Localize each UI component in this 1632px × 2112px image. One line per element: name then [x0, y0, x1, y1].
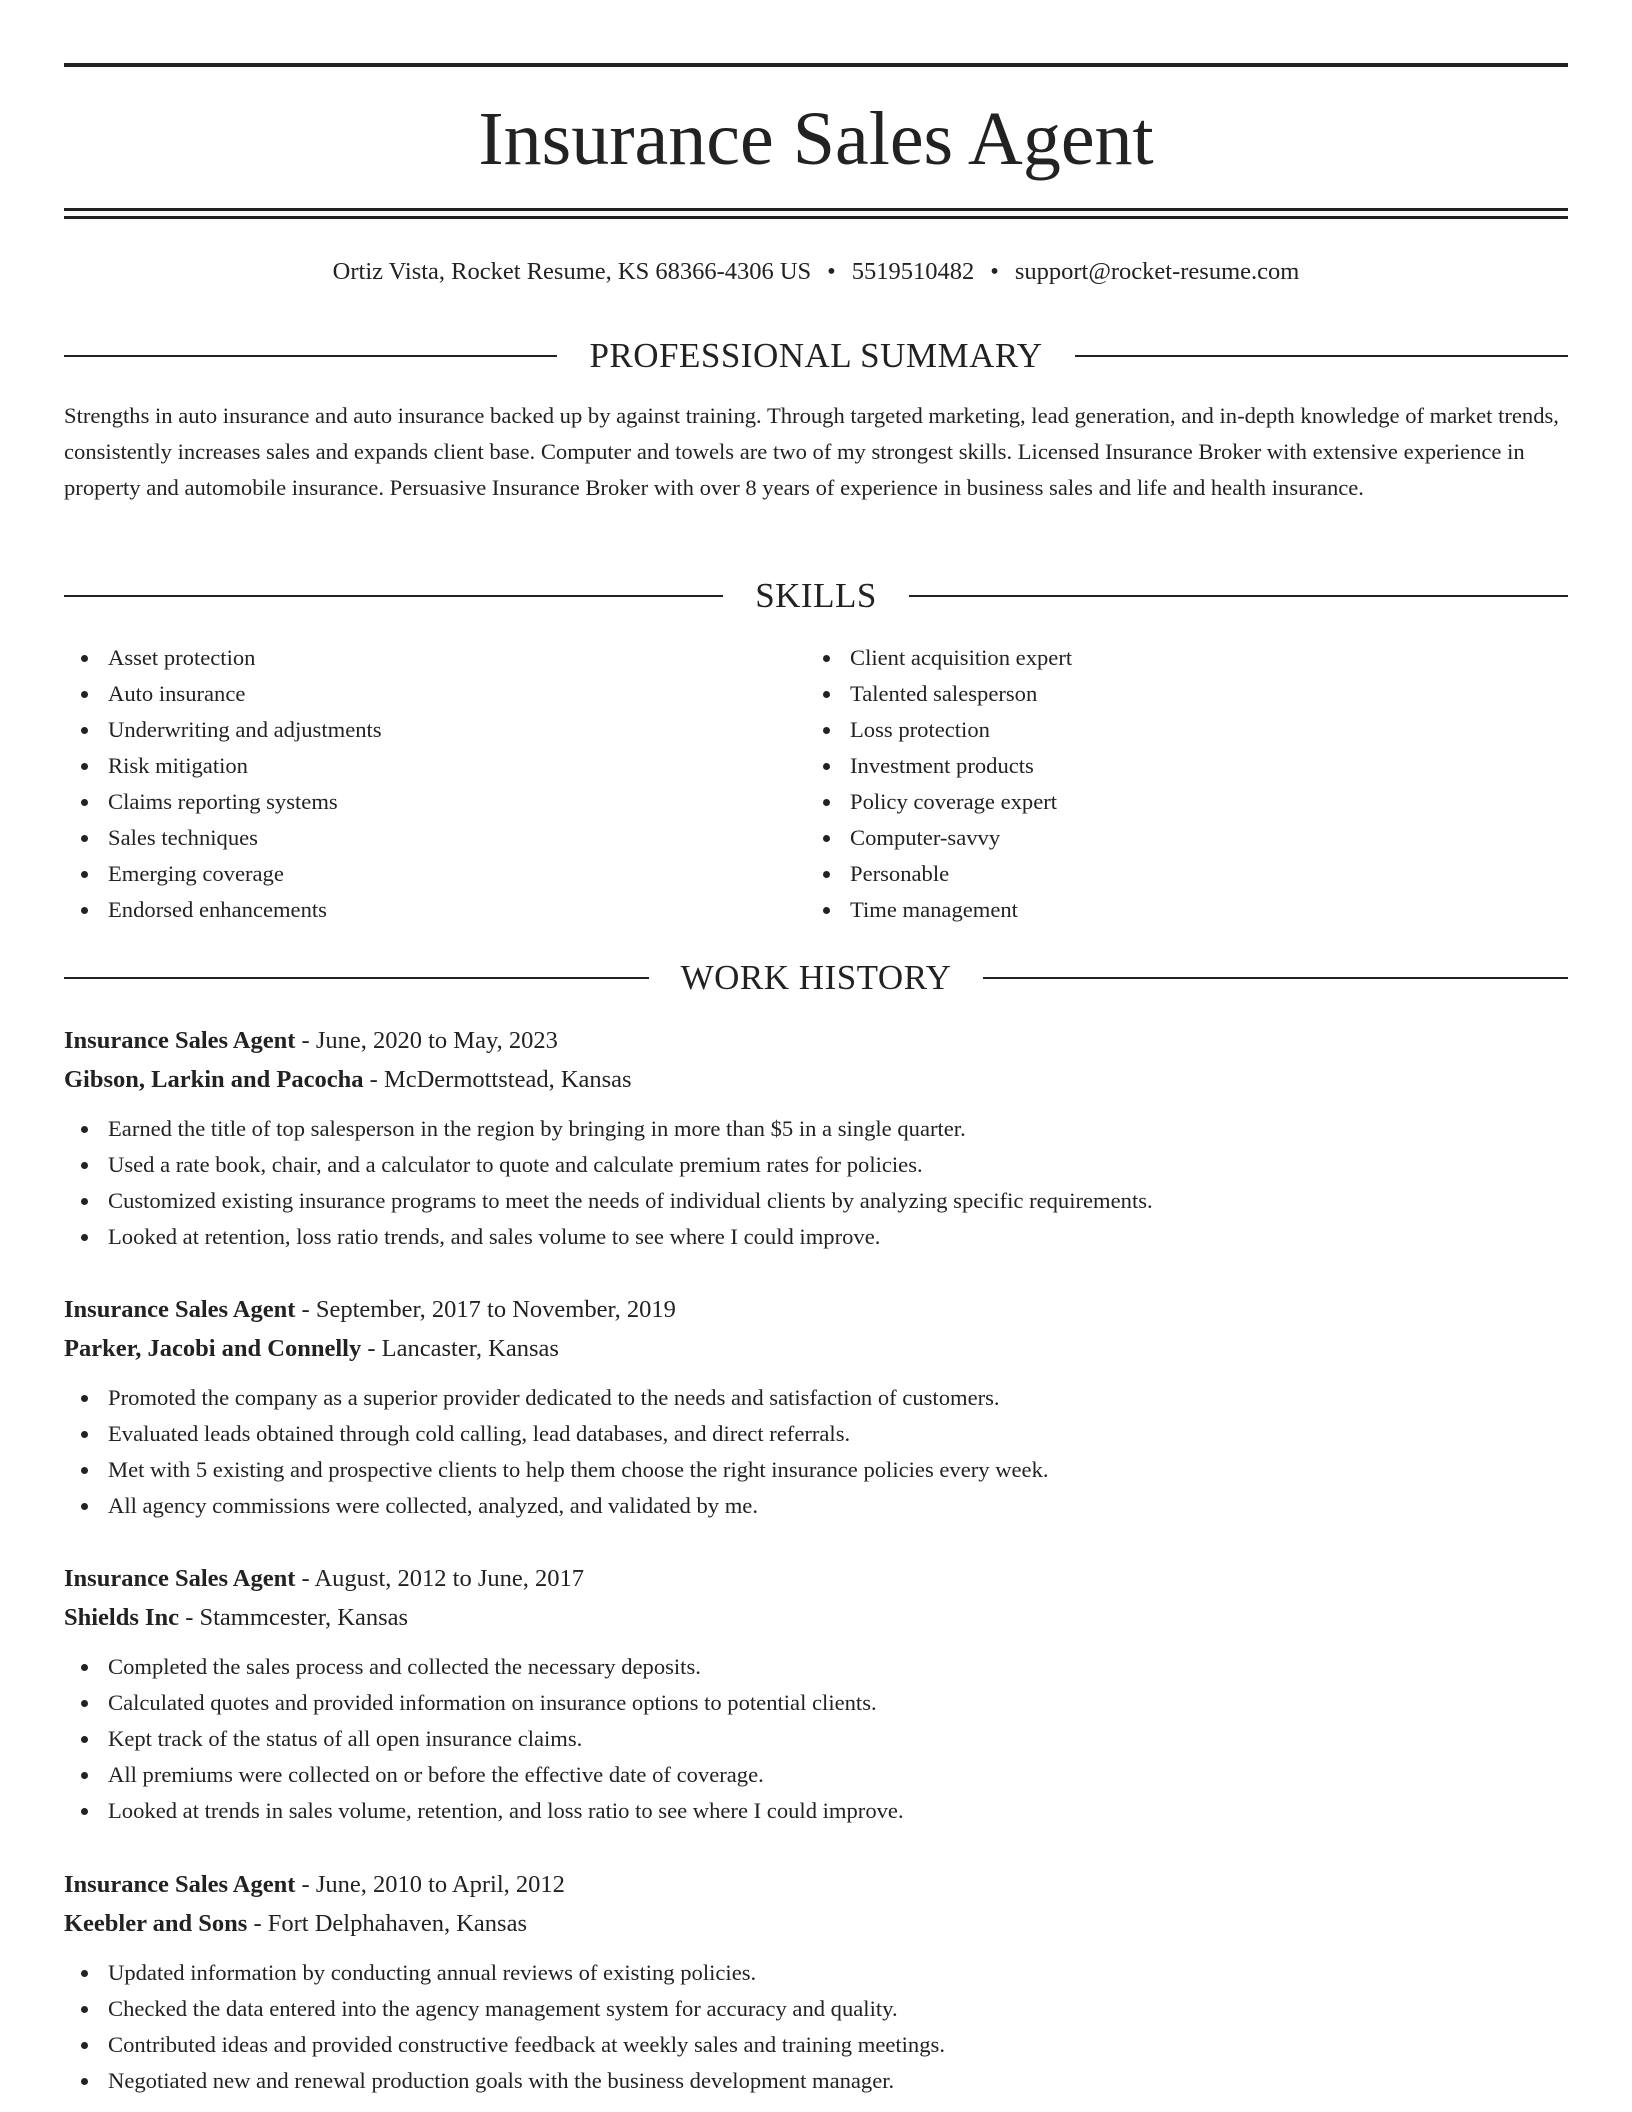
job-company: Keebler and Sons: [64, 1910, 248, 1937]
job-bullet: Completed the sales process and collected the necessary deposits.: [64, 1649, 1568, 1685]
contact-separator: •: [827, 258, 836, 285]
job-entry: [64, 1021, 1568, 1255]
job-dash: -: [295, 1027, 316, 1054]
job-bullets: [64, 1380, 1568, 1524]
job-bullet: All premiums were collected on or before the effective date of coverage.: [64, 1757, 1568, 1793]
skill-item: Sales techniques: [64, 820, 764, 856]
skill-item: Claims reporting systems: [64, 784, 764, 820]
job-dash: -: [363, 1066, 384, 1093]
skill-item: Emerging coverage: [64, 856, 764, 892]
skill-item: Investment products: [806, 748, 1506, 784]
job-dash: -: [295, 1565, 315, 1592]
job-title: Insurance Sales Agent: [64, 1871, 296, 1898]
job-dates: August, 2012 to June, 2017: [314, 1565, 584, 1592]
job-title-line: [64, 1290, 1568, 1329]
skill-item: Endorsed enhancements: [64, 892, 764, 928]
contact-separator: •: [990, 258, 999, 285]
heading-rule-left: [64, 977, 649, 979]
job-bullet: Contributed ideas and provided constructive feedback at weekly sales and training meetings.: [64, 2027, 1568, 2063]
job-company: Gibson, Larkin and Pacocha: [64, 1066, 364, 1093]
contact-email: support@rocket-resume.com: [1014, 258, 1300, 285]
job-bullet: All agency commissions were collected, analyzed, and validated by me.: [64, 1488, 1568, 1524]
job-company-line: [64, 1904, 1568, 1943]
summary-text: Strengths in auto insurance and auto insurance backed up by against training. Through targeted marketing, lead generation, and in-depth knowledge of market trends, consistently increases sales and expands client base. Computer and towels are two of my strongest skills. Licensed Insurance Broker with extensive experience in property and automobile insurance. Persuasive Insurance Broker with over 8 years of experience in business sales and life and health insurance.: [64, 403, 1559, 500]
job-dash: -: [361, 1335, 382, 1362]
skill-item: Client acquisition expert: [806, 640, 1506, 676]
job-bullet: Kept track of the status of all open insurance claims.: [64, 1721, 1568, 1757]
job-title-line: [64, 1559, 1568, 1598]
heading-rule-left: [64, 355, 557, 357]
job-entry: [64, 1559, 1568, 1829]
top-rule: [64, 63, 1568, 67]
work-section-heading: [64, 956, 1568, 1000]
work-heading: WORK HISTORY: [680, 958, 952, 997]
job-dash: -: [247, 1910, 268, 1937]
job-company: Parker, Jacobi and Connelly: [64, 1335, 362, 1362]
contact-phone: 5519510482: [851, 258, 975, 285]
job-bullet: Calculated quotes and provided information on insurance options to potential clients.: [64, 1685, 1568, 1721]
job-title: Insurance Sales Agent: [64, 1565, 296, 1592]
skills-heading: SKILLS: [755, 576, 877, 615]
job-company-line: [64, 1060, 1568, 1099]
job-bullet: Used a rate book, chair, and a calculator to quote and calculate premium rates for policies.: [64, 1147, 1568, 1183]
job-location: Fort Delphahaven, Kansas: [267, 1910, 527, 1937]
resume-title: Insurance Sales Agent: [478, 97, 1154, 181]
summary-section-heading: [64, 334, 1568, 378]
heading-rule-right: [1075, 355, 1568, 357]
contact-address: Ortiz Vista, Rocket Resume, KS 68366-4306 US: [332, 258, 812, 285]
job-location: McDermottstead, Kansas: [383, 1066, 632, 1093]
skill-item: Computer-savvy: [806, 820, 1506, 856]
skill-item: Personable: [806, 856, 1506, 892]
job-bullet: Negotiated new and renewal production goals with the business development manager.: [64, 2063, 1568, 2099]
job-bullet: Evaluated leads obtained through cold calling, lead databases, and direct referrals.: [64, 1416, 1568, 1452]
skill-item: Policy coverage expert: [806, 784, 1506, 820]
job-bullets: [64, 1649, 1568, 1829]
job-bullet: Customized existing insurance programs to meet the needs of individual clients by analyzing specific requirements.: [64, 1183, 1568, 1219]
job-dates: June, 2010 to April, 2012: [315, 1871, 565, 1898]
job-location: Stammcester, Kansas: [199, 1604, 409, 1631]
contact-line: [64, 254, 1568, 290]
job-title: Insurance Sales Agent: [64, 1296, 296, 1323]
job-entry: [64, 1865, 1568, 2099]
job-location: Lancaster, Kansas: [381, 1335, 559, 1362]
heading-rule-right: [909, 595, 1568, 597]
job-bullets: [64, 1955, 1568, 2099]
skills-list-right: [806, 640, 1506, 928]
skill-item: Talented salesperson: [806, 676, 1506, 712]
skill-item: Risk mitigation: [64, 748, 764, 784]
title-double-rule-lower: [64, 216, 1568, 219]
job-company-line: [64, 1329, 1568, 1368]
job-dates: June, 2020 to May, 2023: [315, 1027, 558, 1054]
skill-item: Underwriting and adjustments: [64, 712, 764, 748]
heading-rule-right: [983, 977, 1568, 979]
job-bullets: [64, 1111, 1568, 1255]
job-company-line: [64, 1598, 1568, 1637]
skills-list-left: [64, 640, 764, 928]
job-dash: -: [295, 1296, 316, 1323]
skills-section-heading: [64, 574, 1568, 618]
job-bullet: Updated information by conducting annual reviews of existing policies.: [64, 1955, 1568, 1991]
job-bullet: Earned the title of top salesperson in the region by bringing in more than $5 in a single quarter.: [64, 1111, 1568, 1147]
job-bullet: Looked at trends in sales volume, retention, and loss ratio to see where I could improve.: [64, 1793, 1568, 1829]
skill-item: Auto insurance: [64, 676, 764, 712]
job-title-line: [64, 1021, 1568, 1060]
job-bullet: Checked the data entered into the agency management system for accuracy and quality.: [64, 1991, 1568, 2027]
heading-rule-left: [64, 595, 723, 597]
job-dates: September, 2017 to November, 2019: [315, 1296, 676, 1323]
job-company: Shields Inc: [64, 1604, 180, 1631]
job-bullet: Looked at retention, loss ratio trends, and sales volume to see where I could improve.: [64, 1219, 1568, 1255]
job-dash: -: [179, 1604, 200, 1631]
job-bullet: Promoted the company as a superior provider dedicated to the needs and satisfaction of customers.: [64, 1380, 1568, 1416]
summary-heading: PROFESSIONAL SUMMARY: [589, 336, 1043, 375]
skill-item: Loss protection: [806, 712, 1506, 748]
job-title: Insurance Sales Agent: [64, 1027, 296, 1054]
job-dash: -: [295, 1871, 316, 1898]
title-double-rule-upper: [64, 208, 1568, 211]
skill-item: Time management: [806, 892, 1506, 928]
job-title-line: [64, 1865, 1568, 1904]
job-entry: [64, 1290, 1568, 1524]
skill-item: Asset protection: [64, 640, 764, 676]
job-bullet: Met with 5 existing and prospective clients to help them choose the right insurance policies every week.: [64, 1452, 1568, 1488]
